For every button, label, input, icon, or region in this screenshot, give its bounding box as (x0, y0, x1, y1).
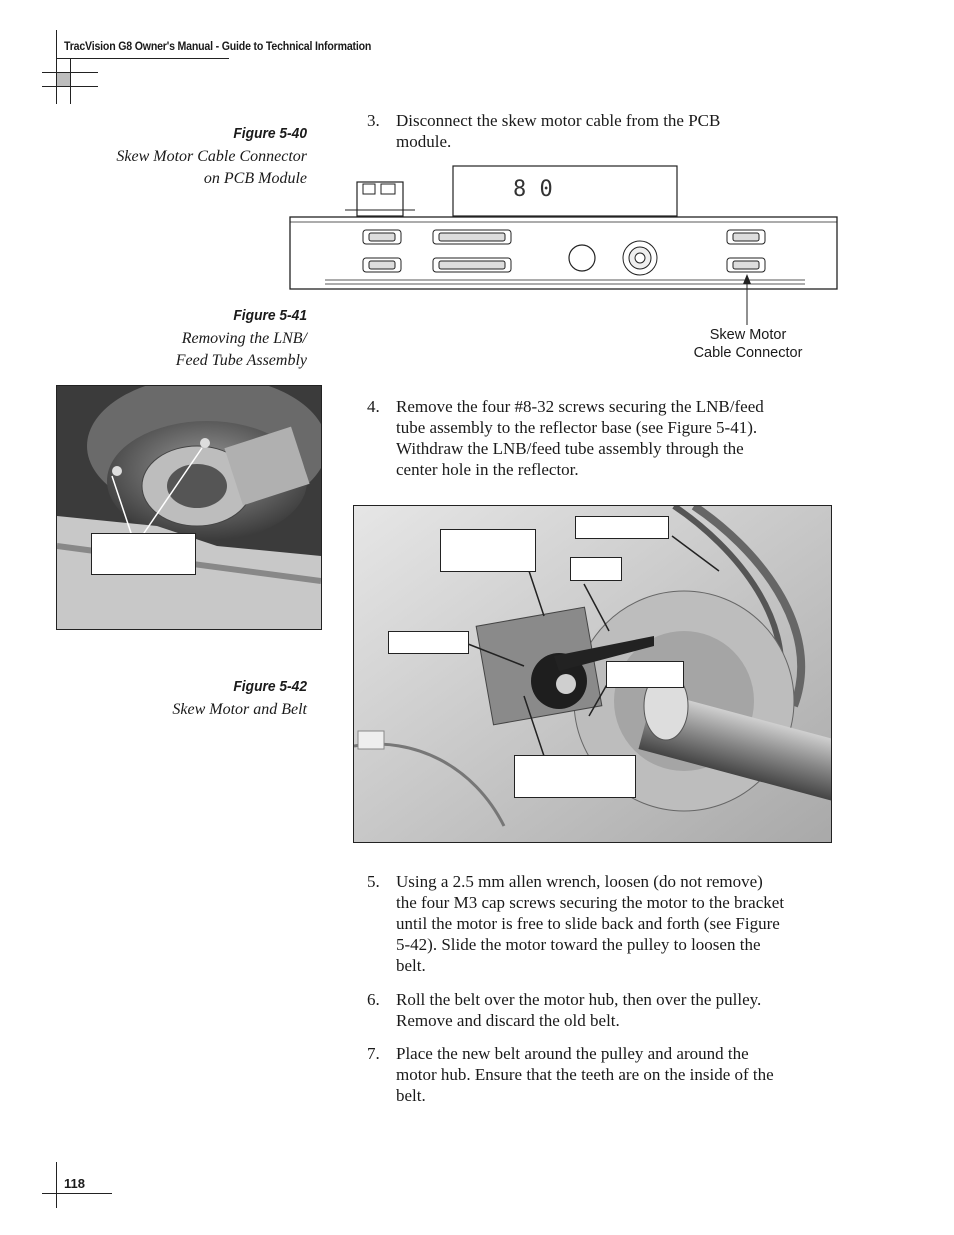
step-3 (367, 110, 787, 152)
crop-mark-gray-square (57, 73, 70, 86)
circular-connector (623, 241, 657, 275)
step-7-text: Place the new belt around the pulley and around the motor hub. Ensure that the teeth are on the inside of the belt. (396, 1044, 774, 1105)
db9-connector-right-top (727, 230, 765, 244)
step-4 (367, 396, 787, 480)
figure-5-42-label-box-2 (575, 516, 669, 539)
db9-connector-left-bottom (363, 258, 401, 272)
skew-motor-cable-connector (727, 258, 765, 272)
skew-motor-callout-line-1: Skew Motor (709, 327, 787, 343)
db25-connector-bottom (433, 258, 511, 272)
figure-5-42-label-box-4 (388, 631, 469, 654)
footer-rule (42, 1193, 112, 1194)
figure-5-41-desc-line-2: Feed Tube Assembly (175, 352, 307, 369)
pcb-display-text: 8 0 (513, 177, 553, 202)
footer-crop-vertical (56, 1162, 57, 1208)
figure-5-42-desc-line-1: Skew Motor and Belt (172, 701, 307, 718)
figure-5-41-title: Figure 5-41 (233, 307, 307, 324)
running-header: TracVision G8 Owner's Manual - Guide to Technical Information (64, 41, 372, 53)
crop-mark-vertical-top (56, 30, 57, 104)
crop-mark-horizontal-top-2 (42, 86, 98, 87)
figure-5-42-label-box-6 (514, 755, 636, 798)
figure-5-41-label-box (91, 533, 196, 575)
step-4-text: Remove the four #8-32 screws securing the LNB/feed tube assembly to the reflector base (see Figure 5-41). Withdraw the LNB/feed tube assembly through the center hole in the reflector. (396, 397, 764, 479)
db9-connector-left-top (363, 230, 401, 244)
step-5-number: 5. (367, 872, 380, 891)
lnb-feed-assembly-photo (57, 386, 321, 629)
step-5-text: Using a 2.5 mm allen wrench, loosen (do not remove) the four M3 cap screws securing the motor to the bracket until the motor is free to slide back and forth (see Figure 5-42). Slide the motor toward the pulley to loosen the belt. (396, 872, 785, 975)
step-3-text: Disconnect the skew motor cable from the PCB module. (396, 111, 721, 151)
crop-mark-horizontal-top (42, 72, 98, 73)
step-5 (367, 871, 787, 976)
skew-motor-callout (668, 326, 828, 362)
figure-5-40-desc-line-1: Skew Motor Cable Connector (116, 148, 307, 165)
figure-5-40-desc-line-2: on PCB Module (203, 170, 307, 187)
step-7-number: 7. (367, 1044, 380, 1063)
step-6-number: 6. (367, 990, 380, 1009)
figure-5-42-label-box-3 (570, 557, 622, 581)
figure-5-40-description (57, 146, 307, 190)
step-7 (367, 1043, 787, 1106)
figure-5-42-title: Figure 5-42 (233, 678, 307, 695)
skew-motor-callout-line-2: Cable Connector (693, 345, 803, 361)
step-6-text: Roll the belt over the motor hub, then over the pulley. Remove and discard the old belt. (396, 990, 762, 1030)
db25-connector-top (433, 230, 511, 244)
figure-5-42-description (57, 699, 307, 721)
step-4-number: 4. (367, 397, 380, 416)
step-6 (367, 989, 787, 1031)
figure-5-42-label-box-5 (606, 661, 684, 688)
figure-5-40-title: Figure 5-40 (233, 125, 307, 142)
figure-5-41-desc-line-1: Removing the LNB/ (181, 330, 307, 347)
figure-5-42-label-box-1 (440, 529, 536, 572)
crop-mark-vertical-top-2 (70, 58, 71, 104)
page-number: 118 (64, 1176, 85, 1191)
step-3-number: 3. (367, 111, 380, 130)
header-underline (56, 58, 229, 59)
figure-5-41-description (57, 328, 307, 372)
figure-5-41-photo (56, 385, 322, 630)
pcb-module-diagram (285, 160, 845, 335)
